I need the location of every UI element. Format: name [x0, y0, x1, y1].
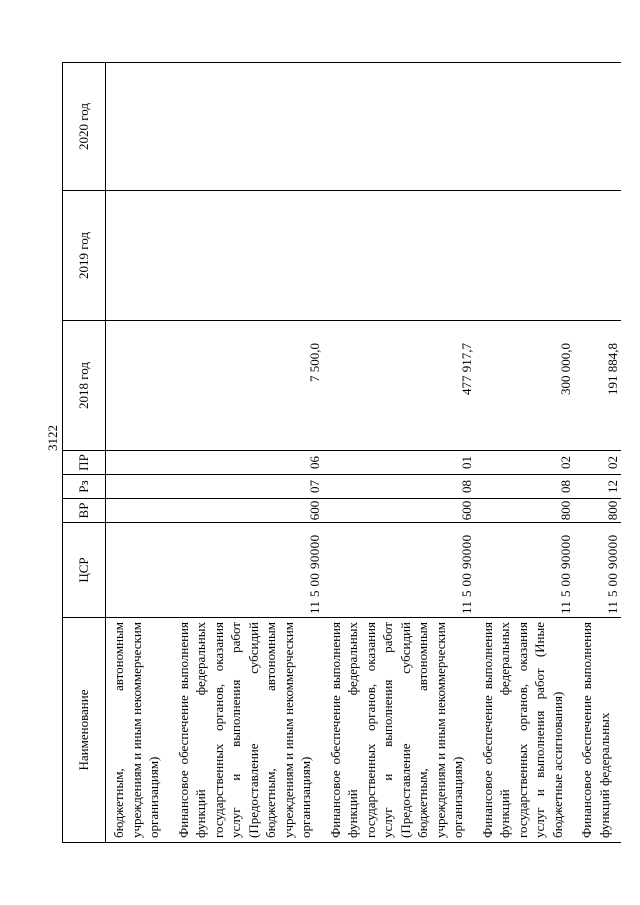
rotated-page-content: [62, 63, 620, 843]
budget-table: [62, 62, 621, 843]
row-name: Финансовое обеспечение выполнения функций федеральных государственных органов, оказания услуг и выполнения работ (Предоставление субсидий бюджетным, автономным учреждениям и иным некоммерческим организациям): [171, 618, 323, 843]
header-2019: 2019 год: [63, 191, 106, 321]
row-2019: [475, 191, 575, 321]
row-rz: 08: [475, 475, 575, 499]
row-2018: 300 000,0: [475, 321, 575, 451]
row-2020: [475, 63, 575, 191]
row-name: бюджетным, автономным учреждениям и иным некоммерческим организациям): [106, 618, 171, 843]
row-csr: 11 5 00 90000: [475, 523, 575, 618]
row-2020: [323, 63, 475, 191]
row-pr: 01: [323, 451, 475, 475]
row-csr: [106, 523, 171, 618]
table-row: [106, 63, 171, 843]
row-rz: [106, 475, 171, 499]
row-csr: 11 5 00 90000: [171, 523, 323, 618]
row-2018: 7 500,0: [171, 321, 323, 451]
table-row: [171, 63, 323, 843]
row-2019: [323, 191, 475, 321]
row-name: Финансовое обеспечение выполнения функций федеральных государственных органов, оказания услуг и выполнения работ (Предоставление субсидий бюджетным, автономным учреждениям и иным некоммерческим организациям): [323, 618, 475, 843]
header-name: Наименование: [63, 618, 106, 843]
row-vr: 600: [171, 499, 323, 523]
row-name: Финансовое обеспечение выполнения функций федеральных государственных органов, оказания услуг и выполнения работ (Иные бюджетные ассигнования): [475, 618, 575, 843]
row-2019: [171, 191, 323, 321]
header-vr: ВР: [63, 499, 106, 523]
row-2020: [171, 63, 323, 191]
row-2018: [106, 321, 171, 451]
row-name: Финансовое обеспечение выполнения функций федеральных: [574, 618, 621, 843]
row-vr: [106, 499, 171, 523]
header-rz: Рз: [63, 475, 106, 499]
row-2019: [106, 191, 171, 321]
row-pr: 06: [171, 451, 323, 475]
header-2020: 2020 год: [63, 63, 106, 191]
row-rz: 08: [323, 475, 475, 499]
row-vr: 800: [574, 499, 621, 523]
table-row: [574, 63, 621, 843]
header-pr: ПР: [63, 451, 106, 475]
header-2018: 2018 год: [63, 321, 106, 451]
header-csr: ЦСР: [63, 523, 106, 618]
row-2020: [574, 63, 621, 191]
page-number: 3122: [45, 425, 60, 451]
row-csr: 11 5 00 90000: [323, 523, 475, 618]
row-rz: 12: [574, 475, 621, 499]
table-row: [323, 63, 475, 843]
row-pr: 02: [475, 451, 575, 475]
row-2020: [106, 63, 171, 191]
row-2018: 191 884,8: [574, 321, 621, 451]
table-header-row: [63, 63, 106, 843]
row-pr: 02: [574, 451, 621, 475]
row-vr: 800: [475, 499, 575, 523]
row-2018: 477 917,7: [323, 321, 475, 451]
row-vr: 600: [323, 499, 475, 523]
row-rz: 07: [171, 475, 323, 499]
row-pr: [106, 451, 171, 475]
row-2019: [574, 191, 621, 321]
row-csr: 11 5 00 90000: [574, 523, 621, 618]
table-row: [475, 63, 575, 843]
